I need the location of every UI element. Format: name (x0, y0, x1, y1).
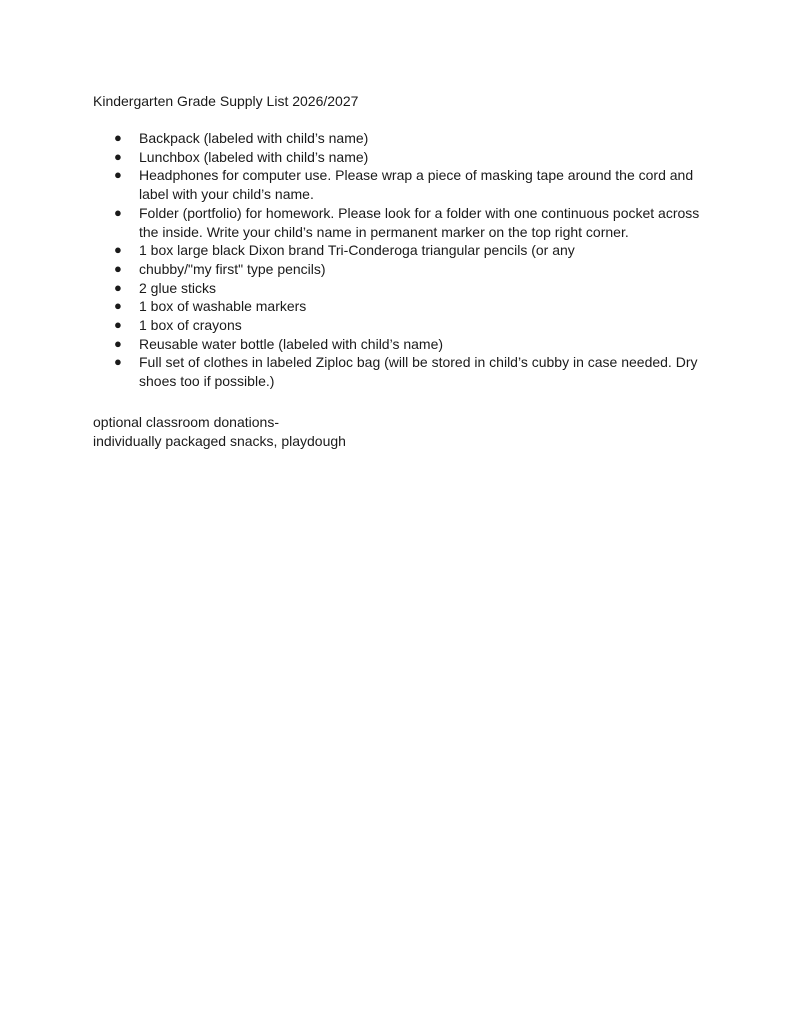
bullet-icon: ● (114, 279, 122, 295)
list-item (93, 204, 713, 241)
donations-heading: optional classroom donations- (93, 414, 279, 430)
donations-section (93, 413, 346, 451)
list-item (93, 148, 713, 167)
list-item (93, 316, 713, 335)
bullet-icon: ● (114, 354, 122, 370)
list-item (93, 279, 713, 298)
bullet-icon: ● (114, 242, 122, 258)
bullet-icon: ● (114, 148, 122, 164)
supply-list (93, 129, 713, 391)
list-item-text: 1 box of washable markers (139, 298, 307, 315)
document-title: Kindergarten Grade Supply List 2026/2027 (93, 93, 359, 109)
bullet-icon: ● (114, 260, 122, 276)
donations-items: individually packaged snacks, playdough (93, 433, 346, 449)
list-item-text: 1 box of crayons (139, 317, 242, 334)
bullet-icon: ● (114, 130, 122, 145)
list-item-text: Reusable water bottle (labeled with child’s name) (139, 335, 444, 352)
list-item-text: Lunchbox (labeled with child’s name) (139, 148, 369, 165)
bullet-icon: ● (114, 204, 122, 220)
list-item-text: 1 box large black Dixon brand Tri-Conderoga triangular pencils (or any (139, 242, 575, 259)
bullet-icon: ● (114, 167, 122, 183)
list-item (93, 260, 713, 279)
list-item (93, 129, 713, 148)
list-item (93, 166, 713, 203)
bullet-icon: ● (114, 317, 122, 333)
list-item (93, 353, 713, 390)
list-item (93, 241, 713, 260)
bullet-icon: ● (114, 335, 122, 351)
list-item-text: 2 glue sticks (139, 279, 217, 296)
list-item (93, 297, 713, 316)
list-item-text: Headphones for computer use. Please wrap a piece of masking tape around the cord and label with your child’s name. (139, 167, 694, 203)
list-item-text: chubby/"my first" type pencils) (139, 260, 326, 277)
list-item-text: Full set of clothes in labeled Ziploc bag (will be stored in child’s cubby in case needed. Dry shoes too if possible.) (139, 354, 698, 390)
list-item-text: Backpack (labeled with child’s name) (139, 130, 369, 146)
list-item-text: Folder (portfolio) for homework. Please look for a folder with one continuous pocket across the inside. Write your child’s name in permanent marker on the top right corner. (139, 204, 700, 240)
list-item (93, 335, 713, 354)
bullet-icon: ● (114, 298, 122, 314)
